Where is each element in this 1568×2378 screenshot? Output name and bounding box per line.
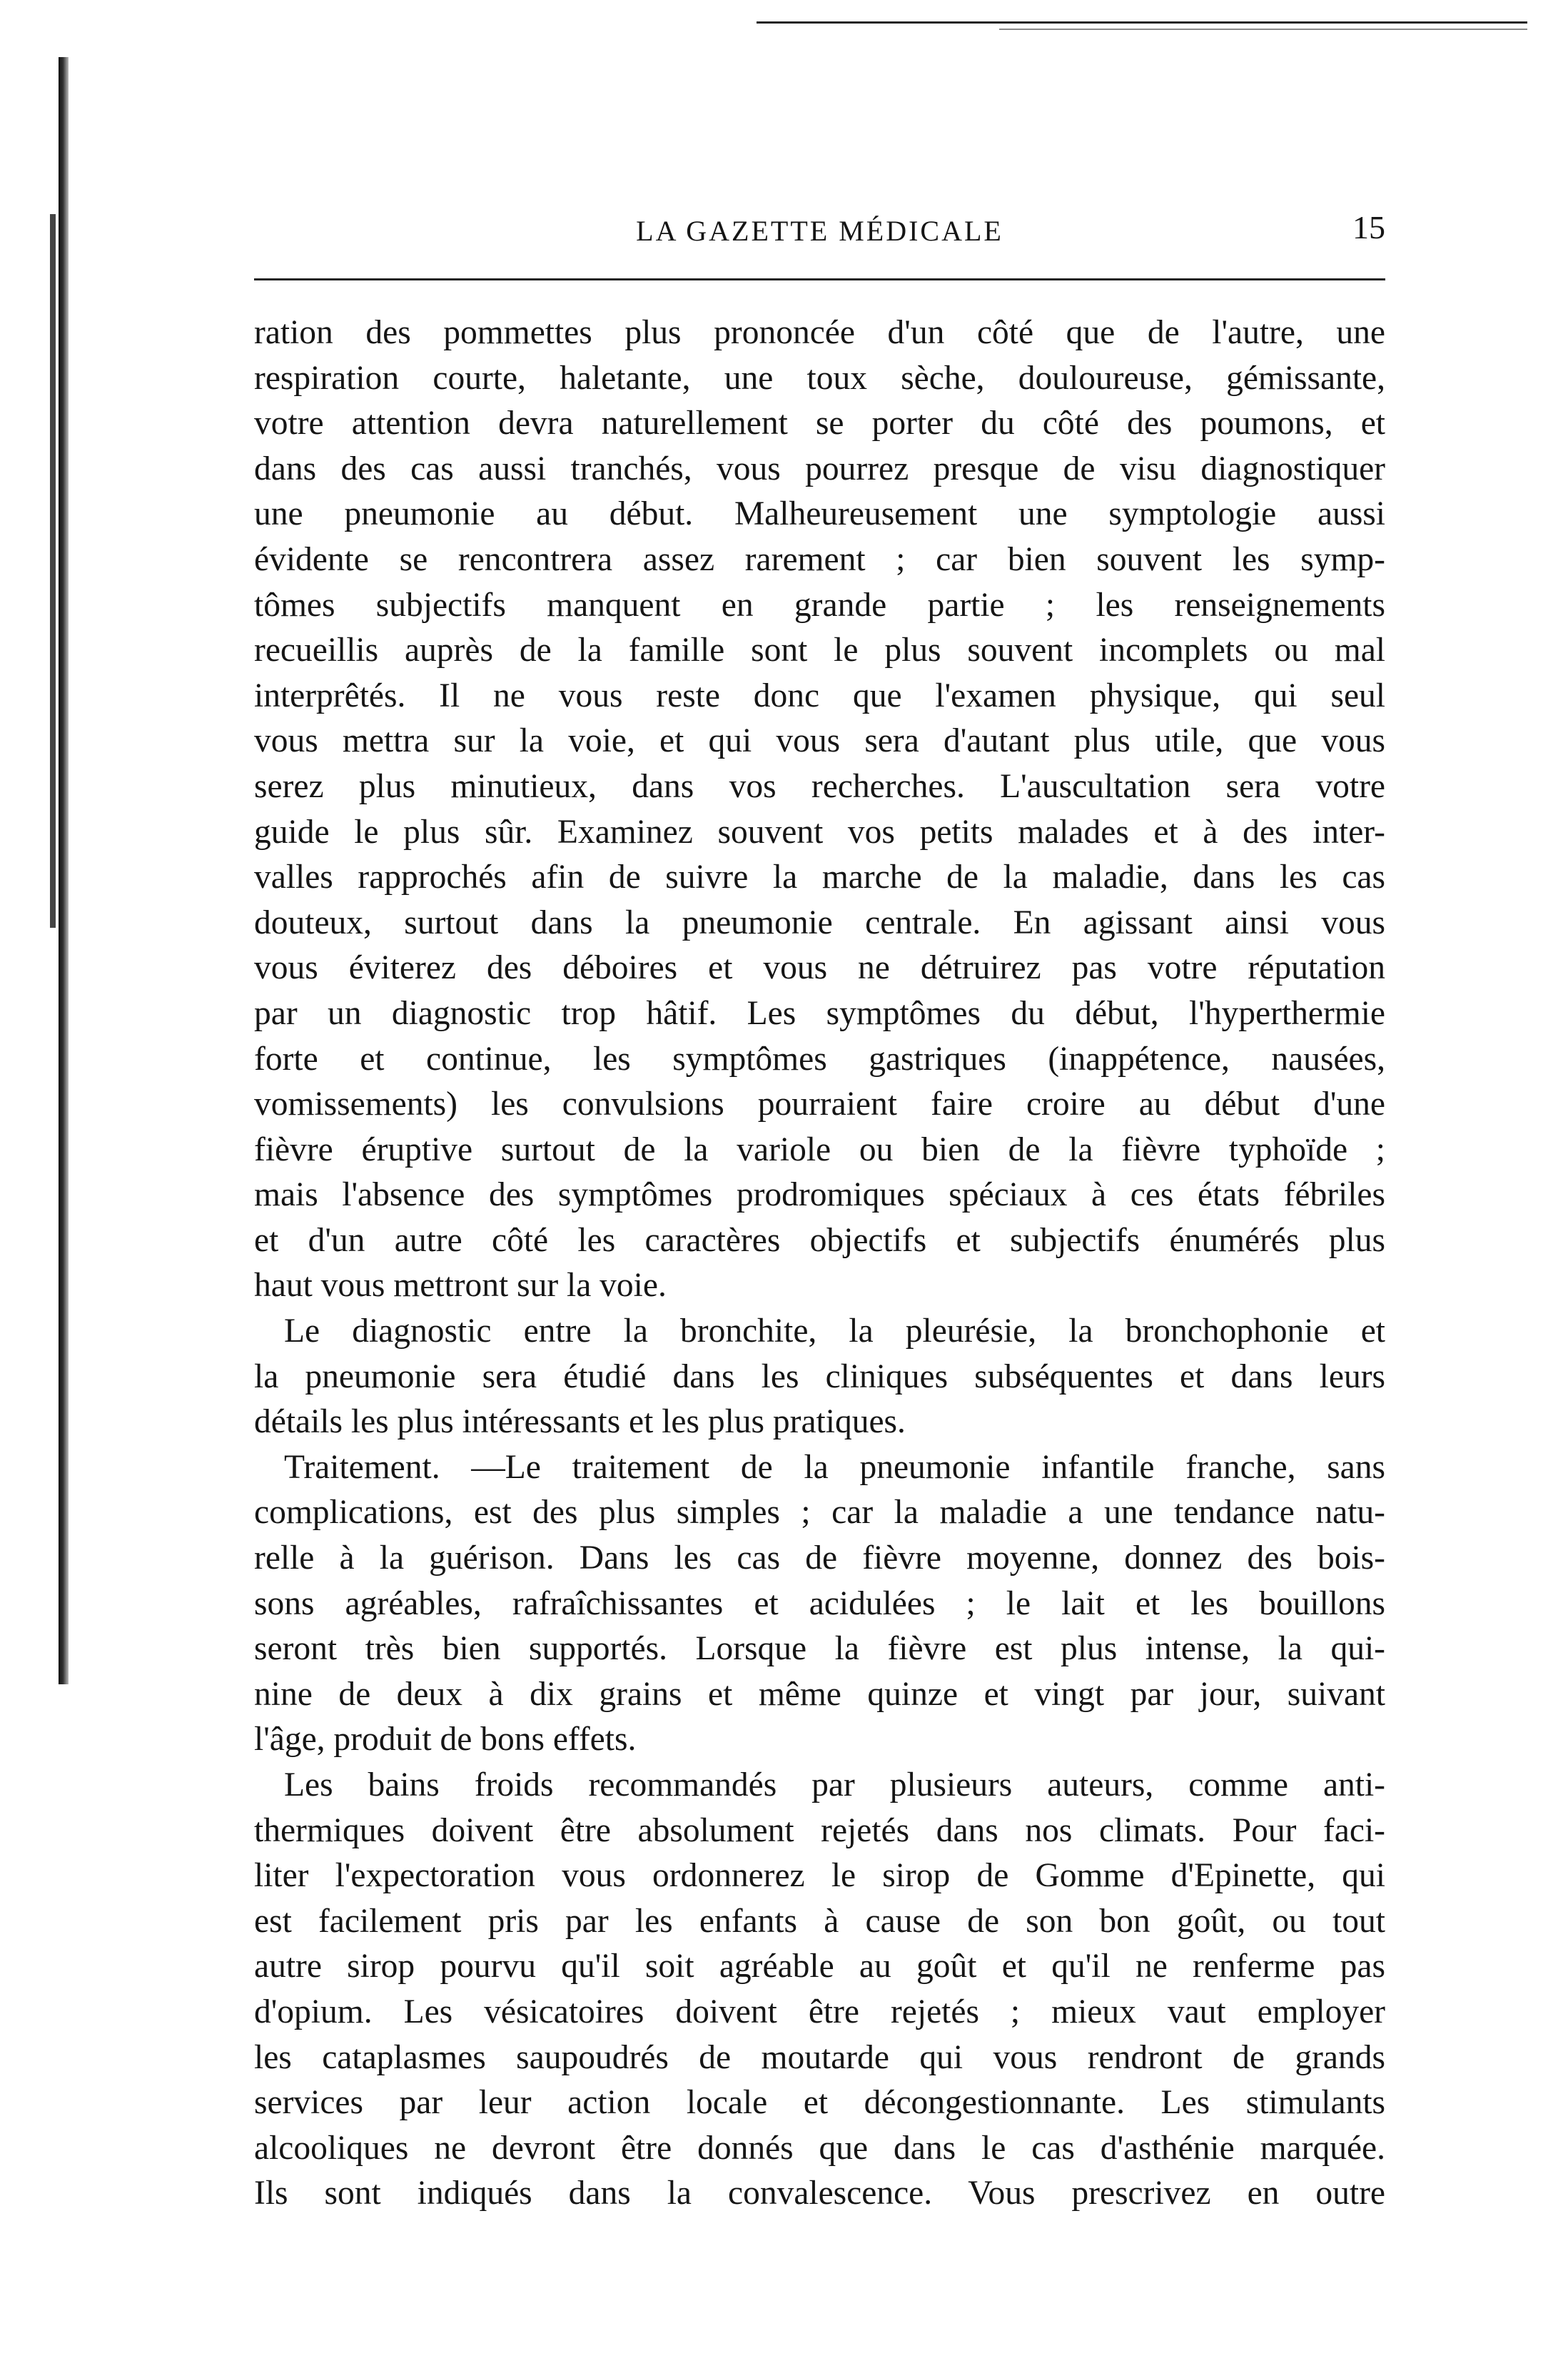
header-rule <box>254 278 1385 280</box>
text-line: guide le plus sûr. Examinez souvent vos petits malades et à des inter- <box>254 813 1385 851</box>
text-line: tômes subjectifs manquent en grande partie ; les renseignements <box>254 586 1385 624</box>
text-line: relle à la guérison. Dans les cas de fièvre moyenne, donnez des bois- <box>254 1539 1385 1577</box>
text-line: vomissements) les convulsions pourraient faire croire au début d'une <box>254 1086 1385 1123</box>
text-line: forte et continue, les symptômes gastriques (inappétence, nausées, <box>254 1040 1385 1078</box>
text-line: d'opium. Les vésicatoires doivent être rejetés ; mieux vaut employer <box>254 1993 1385 2030</box>
text-line: évidente se rencontrera assez rarement ; car bien souvent les symp- <box>254 540 1385 578</box>
text-line: haut vous mettront sur la voie. <box>254 1267 667 1305</box>
scan-top-rule-faint <box>999 29 1527 30</box>
text-line: interprêtés. Il ne vous reste donc que l'examen physique, qui seul <box>254 677 1385 714</box>
text-line: douteux, surtout dans la pneumonie centrale. En agissant ainsi vous <box>254 904 1385 941</box>
text-line: liter l'expectoration vous ordonnerez le sirop de Gomme d'Epinette, qui <box>254 1857 1385 1895</box>
text-line: thermiques doivent être absolument rejetés dans nos climats. Pour faci- <box>254 1811 1385 1849</box>
scan-gutter-shadow-inner <box>50 214 56 928</box>
text-line: Les bains froids recommandés par plusieurs auteurs, comme anti- <box>284 1766 1385 1803</box>
text-line: Ils sont indiqués dans la convalescence. Vous prescrivez en outre <box>254 2175 1385 2212</box>
text-line: l'âge, produit de bons effets. <box>254 1721 637 1759</box>
text-line: alcooliques ne devront être donnés que dans le cas d'asthénie marquée. <box>254 2129 1385 2167</box>
text-line: Traitement. —Le traitement de la pneumonie infantile franche, sans <box>284 1448 1385 1486</box>
text-line: ration des pommettes plus prononcée d'un côté que de l'autre, une <box>254 314 1385 351</box>
text-line: vous éviterez des déboires et vous ne détruirez pas votre réputation <box>254 949 1385 987</box>
text-line: sons agréables, rafraîchissantes et acidulées ; le lait et les bouillons <box>254 1584 1385 1622</box>
text-line: complications, est des plus simples ; car la maladie a une tendance natu- <box>254 1494 1385 1532</box>
text-line: nine de deux à dix grains et même quinze et vingt par jour, suivant <box>254 1675 1385 1713</box>
text-line: par un diagnostic trop hâtif. Les symptômes du début, l'hyperthermie <box>254 994 1385 1032</box>
text-line: valles rapprochés afin de suivre la marche de la maladie, dans les cas <box>254 859 1385 896</box>
text-line: serez plus minutieux, dans vos recherches. L'auscultation sera votre <box>254 767 1385 805</box>
text-line: autre sirop pourvu qu'il soit agréable au goût et qu'il ne renferme pas <box>254 1948 1385 1985</box>
text-line: fièvre éruptive surtout de la variole ou bien de la fièvre typhoïde ; <box>254 1130 1385 1168</box>
text-line: seront très bien supportés. Lorsque la fièvre est plus intense, la qui- <box>254 1630 1385 1668</box>
text-line: est facilement pris par les enfants à cause de son bon goût, ou tout <box>254 1902 1385 1940</box>
text-line: dans des cas aussi tranchés, vous pourrez presque de visu diagnostiquer <box>254 450 1385 487</box>
text-line: vous mettra sur la voie, et qui vous sera d'autant plus utile, que vous <box>254 722 1385 760</box>
text-line: la pneumonie sera étudié dans les cliniques subséquentes et dans leurs <box>254 1357 1385 1395</box>
running-title: LA GAZETTE MÉDICALE <box>636 215 1003 247</box>
scan-gutter-shadow <box>59 57 69 1684</box>
text-line: détails les plus intéressants et les plus pratiques. <box>254 1403 906 1441</box>
page-number: 15 <box>1352 209 1385 246</box>
text-line: et d'un autre côté les caractères objectifs et subjectifs énumérés plus <box>254 1221 1385 1259</box>
text-line: mais l'absence des symptômes prodromiques spéciaux à ces états fébriles <box>254 1176 1385 1214</box>
running-head <box>254 171 1385 257</box>
scan-top-rule <box>757 21 1527 24</box>
text-line: Le diagnostic entre la bronchite, la pleurésie, la bronchophonie et <box>284 1312 1385 1350</box>
text-line: services par leur action locale et décongestionnante. Les stimulants <box>254 2084 1385 2122</box>
text-line: recueillis auprès de la famille sont le plus souvent incomplets ou mal <box>254 632 1385 669</box>
book-page <box>254 171 1385 2212</box>
text-line: votre attention devra naturellement se porter du côté des poumons, et <box>254 405 1385 442</box>
body-text <box>254 310 1385 2217</box>
text-line: respiration courte, haletante, une toux sèche, douloureuse, gémissante, <box>254 359 1385 397</box>
text-line: les cataplasmes saupoudrés de moutarde qui vous rendront de grands <box>254 2038 1385 2076</box>
text-line: une pneumonie au début. Malheureusement une symptologie aussi <box>254 495 1385 533</box>
